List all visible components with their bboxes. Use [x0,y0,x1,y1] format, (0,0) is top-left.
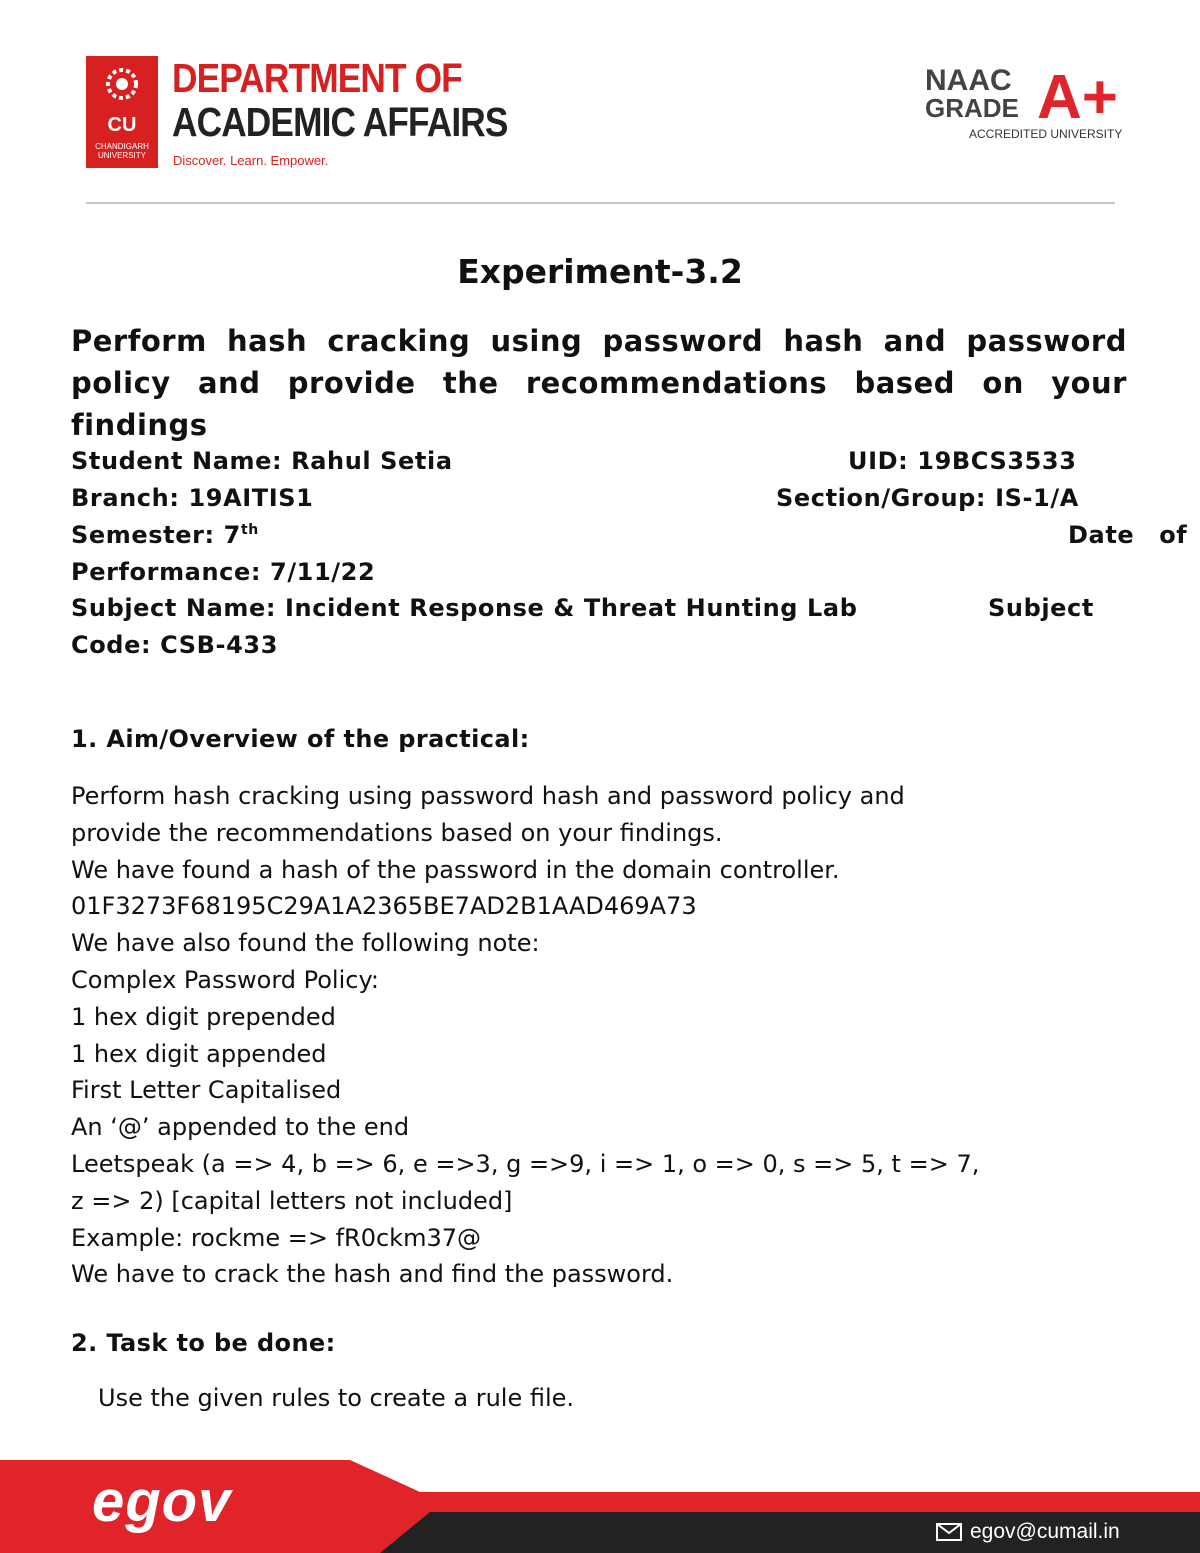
accredited-text: ACCREDITED UNIVERSITY [969,127,1123,141]
naac-text: NAAC [925,64,1012,97]
header-divider [86,202,1115,204]
section1-line: z => 2) [capital letters not included] [71,1186,513,1215]
cu-logo-university: CHANDIGARH UNIVERSITY [95,142,149,160]
footer-email-text: egov@cumail.in [970,1520,1120,1543]
uid: UID: 19BCS3533 [848,447,1077,475]
experiment-title: Experiment-3.2 [457,252,743,291]
department-title-line2: ACADEMIC AFFAIRS [172,99,508,145]
hash-value: 01F3273F68195C29A1A2365BE7AD2B1AAD469A73 [71,892,697,921]
semester-text: Semester: 7 [71,521,241,549]
section1-line: Perform hash cracking using password hash and password policy and [71,782,905,810]
section1-line: Leetspeak (a => 4, b => 6, e =>3, g =>9, i => 1, o => 0, s => 5, t => 7, [71,1149,980,1178]
section2-body: Use the given rules to create a rule file. [98,1384,575,1412]
main-title: Perform hash cracking using password hash and password policy and provide the recommendations based on your findings [71,324,1127,442]
semester-superscript: th [240,522,259,538]
cu-emblem-icon [86,56,158,114]
tagline: Discover. Learn. Empower. [173,153,329,168]
section1-body [71,778,979,1293]
section1-heading: 1. Aim/Overview of the practical: [71,725,530,753]
footer [0,1460,1200,1553]
grade-text: GRADE [925,93,1019,123]
section1-line: An ‘@’ appended to the end [71,1113,410,1142]
cu-logo-text: CU [107,114,137,136]
section1-line: Example: rockme => fR0ckm37@ [71,1223,481,1252]
section1-line: Complex Password Policy: [71,965,380,994]
section1-line: 1 hex digit prepended [71,1002,336,1031]
section1-line: We have to crack the hash and find the password. [71,1260,674,1289]
section1-line: First Letter Capitalised [71,1076,342,1105]
subject-code: Code: CSB-433 [71,631,279,659]
mail-icon [936,1523,962,1541]
section1-line: We have found a hash of the password in the domain controller. [71,855,840,884]
date-of-label: Date of [1068,521,1188,549]
section1-line: provide the recommendations based on your findings. [71,818,723,847]
section2-heading: 2. Task to be done: [71,1329,336,1357]
department-title [172,56,508,144]
section-group: Section/Group: IS-1/A [776,484,1079,512]
section1-line: 1 hex digit appended [71,1039,327,1068]
cu-logo [86,56,158,168]
aplus-grade: A+ [1037,63,1118,132]
department-title-line1: DEPARTMENT OF [172,55,462,101]
semester [71,521,259,549]
performance-date: Performance: 7/11/22 [71,558,376,586]
footer-email[interactable] [936,1520,1120,1544]
section1-line: We have also found the following note: [71,929,540,958]
egov-logo: egov [92,1469,232,1534]
student-name: Student Name: Rahul Setia [71,447,453,475]
branch: Branch: 19AITIS1 [71,484,314,512]
subject-name: Subject Name: Incident Response & Threat Hunting Lab [71,594,858,622]
subject-label: Subject [988,594,1094,622]
